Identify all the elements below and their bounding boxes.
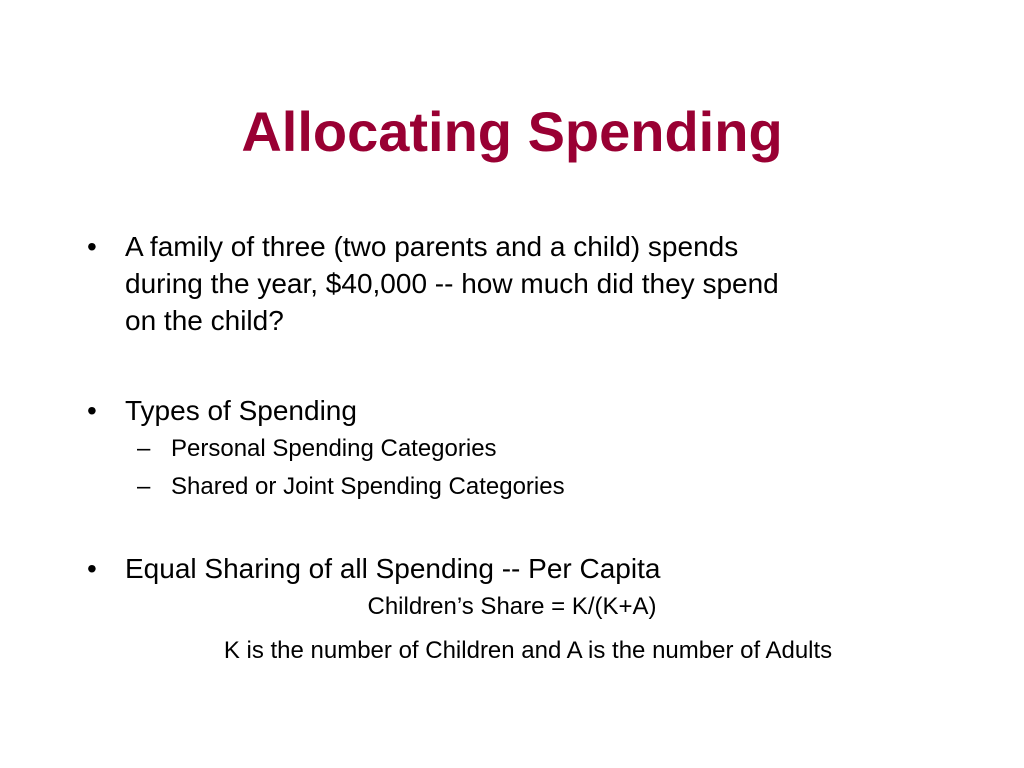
bullet-text: Types of Spending — [125, 395, 357, 426]
dash-mark: – — [137, 435, 151, 462]
bullet-mark: • — [87, 231, 97, 262]
slide-title: Allocating Spending — [241, 100, 783, 163]
bullet-types-of-spending — [87, 392, 967, 429]
bullet-mark: • — [87, 553, 97, 584]
definition-line: K is the number of Children and A is the number of Adults — [223, 637, 833, 664]
formula-line: Children’s Share = K/(K+A) — [367, 593, 657, 620]
bullet-line: on the child? — [125, 305, 284, 336]
bullet-equal-sharing — [87, 550, 967, 587]
bullet-line: during the year, $40,000 -- how much did they spend — [125, 268, 779, 299]
bullet-family-spending — [87, 228, 967, 343]
bullet-mark: • — [87, 395, 97, 426]
subitem-text: Personal Spending Categories — [171, 435, 497, 462]
bullet-text — [125, 228, 779, 339]
subitem-text: Shared or Joint Spending Categories — [171, 473, 565, 500]
subitem-personal-spending — [137, 434, 737, 464]
subitem-shared-spending — [137, 472, 737, 502]
dash-mark: – — [137, 473, 151, 500]
bullet-text: Equal Sharing of all Spending -- Per Capita — [125, 553, 661, 584]
bullet-line: A family of three (two parents and a child) spends — [125, 231, 739, 262]
